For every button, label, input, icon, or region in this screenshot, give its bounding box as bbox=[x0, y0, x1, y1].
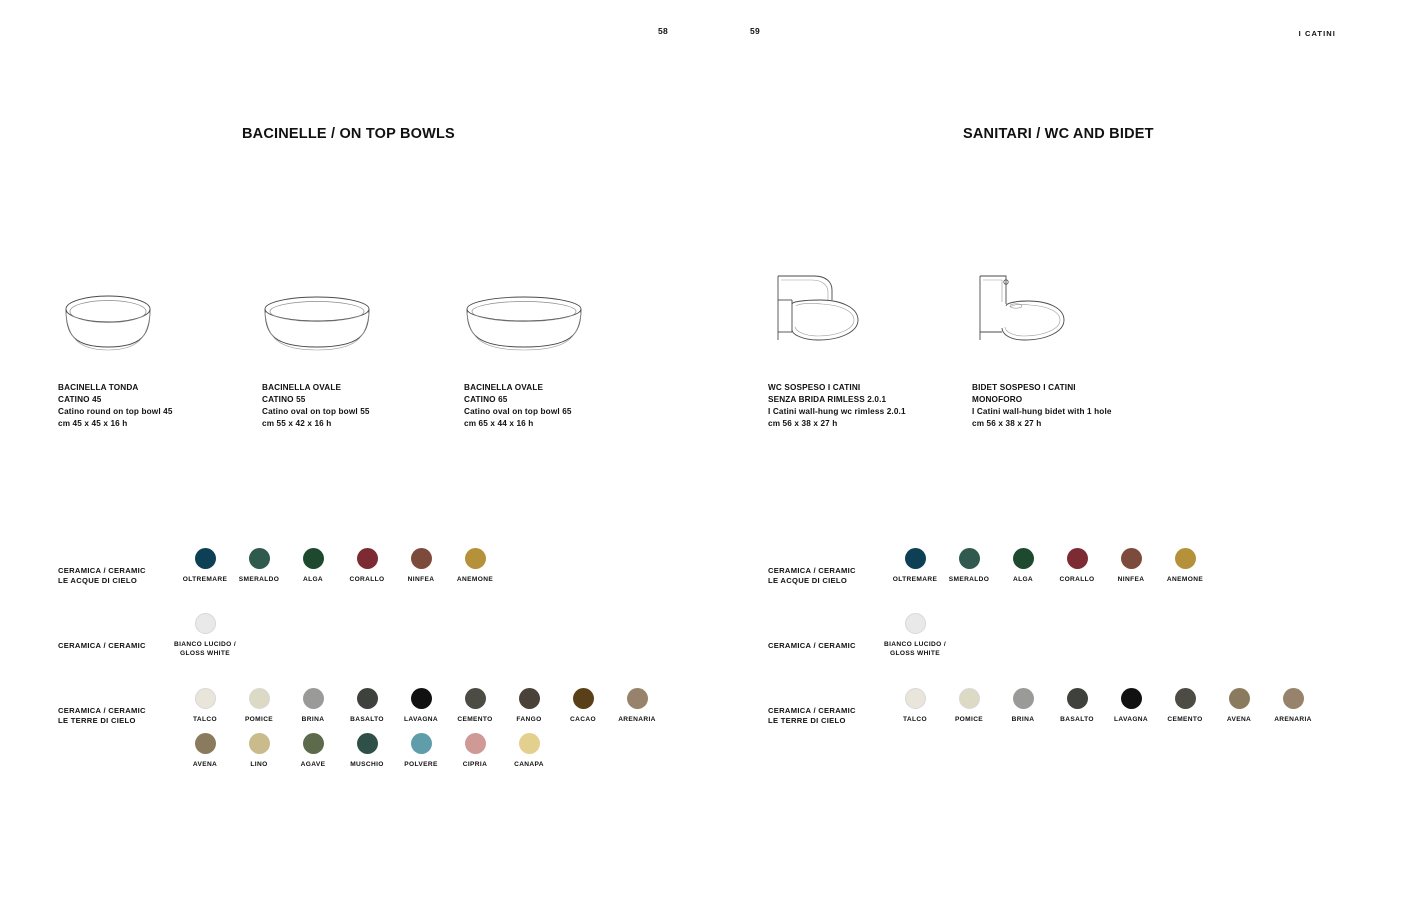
swatch-dot bbox=[959, 688, 980, 709]
swatch-dot bbox=[465, 548, 486, 569]
wall-hung-wc-icon bbox=[768, 270, 868, 365]
swatch-basalto[interactable]: BASALTO bbox=[1050, 688, 1104, 725]
swatch-muschio[interactable]: MUSCHIO bbox=[340, 733, 394, 770]
right-page bbox=[710, 0, 1420, 904]
swatch-basalto[interactable]: BASALTO bbox=[340, 688, 394, 725]
swatch-dot bbox=[303, 733, 324, 754]
swatch-corallo[interactable]: CORALLO bbox=[1050, 548, 1104, 585]
page-number-left: 58 bbox=[658, 26, 669, 36]
swatch-dot bbox=[519, 688, 540, 709]
swatch-ninfea[interactable]: NINFEA bbox=[1104, 548, 1158, 585]
swatch-arenaria[interactable]: ARENARIA bbox=[1266, 688, 1320, 725]
swatch-dot bbox=[411, 548, 432, 569]
swatch-brina[interactable]: BRINA bbox=[286, 688, 340, 725]
swatch-polvere[interactable]: POLVERE bbox=[394, 733, 448, 770]
swatch-dot bbox=[1175, 548, 1196, 569]
product-caption: BACINELLA TONDA CATINO 45 Catino round on top bowl 45 cm 45 x 45 x 16 h bbox=[58, 383, 173, 428]
finish-group-label: CERAMICA / CERAMIC bbox=[768, 641, 856, 650]
swatch-row bbox=[178, 548, 502, 585]
swatch-cipria[interactable]: CIPRIA bbox=[448, 733, 502, 770]
finish-group-label: CERAMICA / CERAMIC bbox=[58, 641, 146, 650]
product-wc-sospeso bbox=[768, 270, 978, 440]
swatch-dot bbox=[1013, 688, 1034, 709]
swatch-dot bbox=[519, 733, 540, 754]
swatch-alga[interactable]: ALGA bbox=[286, 548, 340, 585]
swatch-dot bbox=[1175, 688, 1196, 709]
swatch-dot bbox=[465, 733, 486, 754]
swatch-cacao[interactable]: CACAO bbox=[556, 688, 610, 725]
swatch-fango[interactable]: FANGO bbox=[502, 688, 556, 725]
swatch-dot bbox=[905, 613, 926, 634]
swatch-avena[interactable]: AVENA bbox=[178, 733, 232, 770]
swatch-dot bbox=[357, 548, 378, 569]
swatch-dot bbox=[905, 688, 926, 709]
swatch-dot bbox=[195, 613, 216, 634]
swatch-dot bbox=[1067, 548, 1088, 569]
finish-group-label: CERAMICA / CERAMIC LE TERRE DI CIELO bbox=[768, 706, 856, 725]
swatch-cemento[interactable]: CEMENTO bbox=[1158, 688, 1212, 725]
product-caption: BACINELLA OVALE CATINO 65 Catino oval on top bowl 65 cm 65 x 44 x 16 h bbox=[464, 383, 572, 428]
swatch-talco[interactable]: TALCO bbox=[178, 688, 232, 725]
swatch-row bbox=[178, 688, 664, 725]
swatch-cemento[interactable]: CEMENTO bbox=[448, 688, 502, 725]
swatch-canapa[interactable]: CANAPA bbox=[502, 733, 556, 770]
swatch-pomice[interactable]: POMICE bbox=[232, 688, 286, 725]
swatch-dot bbox=[1013, 548, 1034, 569]
chapter-label: I CATINI bbox=[1298, 29, 1336, 38]
swatch-lino[interactable]: LINO bbox=[232, 733, 286, 770]
swatch-dot bbox=[195, 688, 216, 709]
swatch-row bbox=[883, 613, 947, 658]
swatch-smeraldo[interactable]: SMERALDO bbox=[942, 548, 996, 585]
round-on-top-bowl-icon bbox=[58, 295, 158, 362]
finish-group-label: CERAMICA / CERAMIC LE ACQUE DI CIELO bbox=[768, 566, 856, 585]
swatch-dot bbox=[905, 548, 926, 569]
swatch-arenaria[interactable]: ARENARIA bbox=[610, 688, 664, 725]
swatch-dot bbox=[195, 548, 216, 569]
finish-group-label: CERAMICA / CERAMIC LE ACQUE DI CIELO bbox=[58, 566, 146, 585]
swatch-dot bbox=[627, 688, 648, 709]
swatch-row bbox=[888, 548, 1212, 585]
product-caption: WC SOSPESO I CATINI SENZA BRIDA RIMLESS 2.0.1 I Catini wall-hung wc rimless 2.0.1 cm 56 x 38 x 27 h bbox=[768, 383, 906, 428]
page-number-right: 59 bbox=[750, 26, 761, 36]
swatch-dot bbox=[249, 688, 270, 709]
swatch-dot bbox=[303, 548, 324, 569]
swatch-dot bbox=[573, 688, 594, 709]
finish-group-label: CERAMICA / CERAMIC LE TERRE DI CIELO bbox=[58, 706, 146, 725]
swatch-dot bbox=[959, 548, 980, 569]
swatch-pomice[interactable]: POMICE bbox=[942, 688, 996, 725]
product-caption: BIDET SOSPESO I CATINI MONOFORO I Catini wall-hung bidet with 1 hole cm 56 x 38 x 27 h bbox=[972, 383, 1112, 428]
left-section-title: BACINELLE / ON TOP BOWLS bbox=[242, 126, 455, 142]
swatch-dot bbox=[195, 733, 216, 754]
swatch-lavagna[interactable]: LAVAGNA bbox=[1104, 688, 1158, 725]
product-caption: BACINELLA OVALE CATINO 55 Catino oval on top bowl 55 cm 55 x 42 x 16 h bbox=[262, 383, 370, 428]
product-bidet-sospeso bbox=[972, 270, 1182, 440]
product-bacinella-tonda-45 bbox=[58, 295, 258, 435]
product-bacinella-ovale-55 bbox=[262, 295, 462, 435]
swatch-dot bbox=[357, 688, 378, 709]
swatch-dot bbox=[1283, 688, 1304, 709]
oval-on-top-bowl-65-icon bbox=[464, 295, 584, 362]
swatch-dot bbox=[1229, 688, 1250, 709]
swatch-anemone[interactable]: ANEMONE bbox=[1158, 548, 1212, 585]
swatch-dot bbox=[1067, 688, 1088, 709]
swatch-bianco-lucido[interactable]: BIANCO LUCIDO / GLOSS WHITE bbox=[178, 613, 232, 658]
swatch-bianco-lucido[interactable]: BIANCO LUCIDO / GLOSS WHITE bbox=[888, 613, 942, 658]
product-bacinella-ovale-65 bbox=[464, 295, 664, 435]
swatch-row bbox=[178, 733, 556, 770]
swatch-row bbox=[173, 613, 237, 658]
swatch-ninfea[interactable]: NINFEA bbox=[394, 548, 448, 585]
swatch-agave[interactable]: AGAVE bbox=[286, 733, 340, 770]
wall-hung-bidet-icon bbox=[972, 270, 1072, 365]
swatch-avena[interactable]: AVENA bbox=[1212, 688, 1266, 725]
swatch-brina[interactable]: BRINA bbox=[996, 688, 1050, 725]
swatch-anemone[interactable]: ANEMONE bbox=[448, 548, 502, 585]
swatch-dot bbox=[1121, 688, 1142, 709]
swatch-talco[interactable]: TALCO bbox=[888, 688, 942, 725]
swatch-row bbox=[888, 688, 1320, 725]
swatch-corallo[interactable]: CORALLO bbox=[340, 548, 394, 585]
swatch-dot bbox=[1121, 548, 1142, 569]
oval-on-top-bowl-55-icon bbox=[262, 295, 372, 362]
swatch-lavagna[interactable]: LAVAGNA bbox=[394, 688, 448, 725]
swatch-alga[interactable]: ALGA bbox=[996, 548, 1050, 585]
swatch-dot bbox=[411, 733, 432, 754]
swatch-smeraldo[interactable]: SMERALDO bbox=[232, 548, 286, 585]
swatch-dot bbox=[249, 733, 270, 754]
swatch-dot bbox=[249, 548, 270, 569]
swatch-oltremare[interactable]: OLTREMARE bbox=[888, 548, 942, 585]
swatch-oltremare[interactable]: OLTREMARE bbox=[178, 548, 232, 585]
swatch-dot bbox=[303, 688, 324, 709]
swatch-dot bbox=[411, 688, 432, 709]
swatch-dot bbox=[357, 733, 378, 754]
right-section-title: SANITARI / WC AND BIDET bbox=[963, 126, 1154, 142]
swatch-dot bbox=[465, 688, 486, 709]
